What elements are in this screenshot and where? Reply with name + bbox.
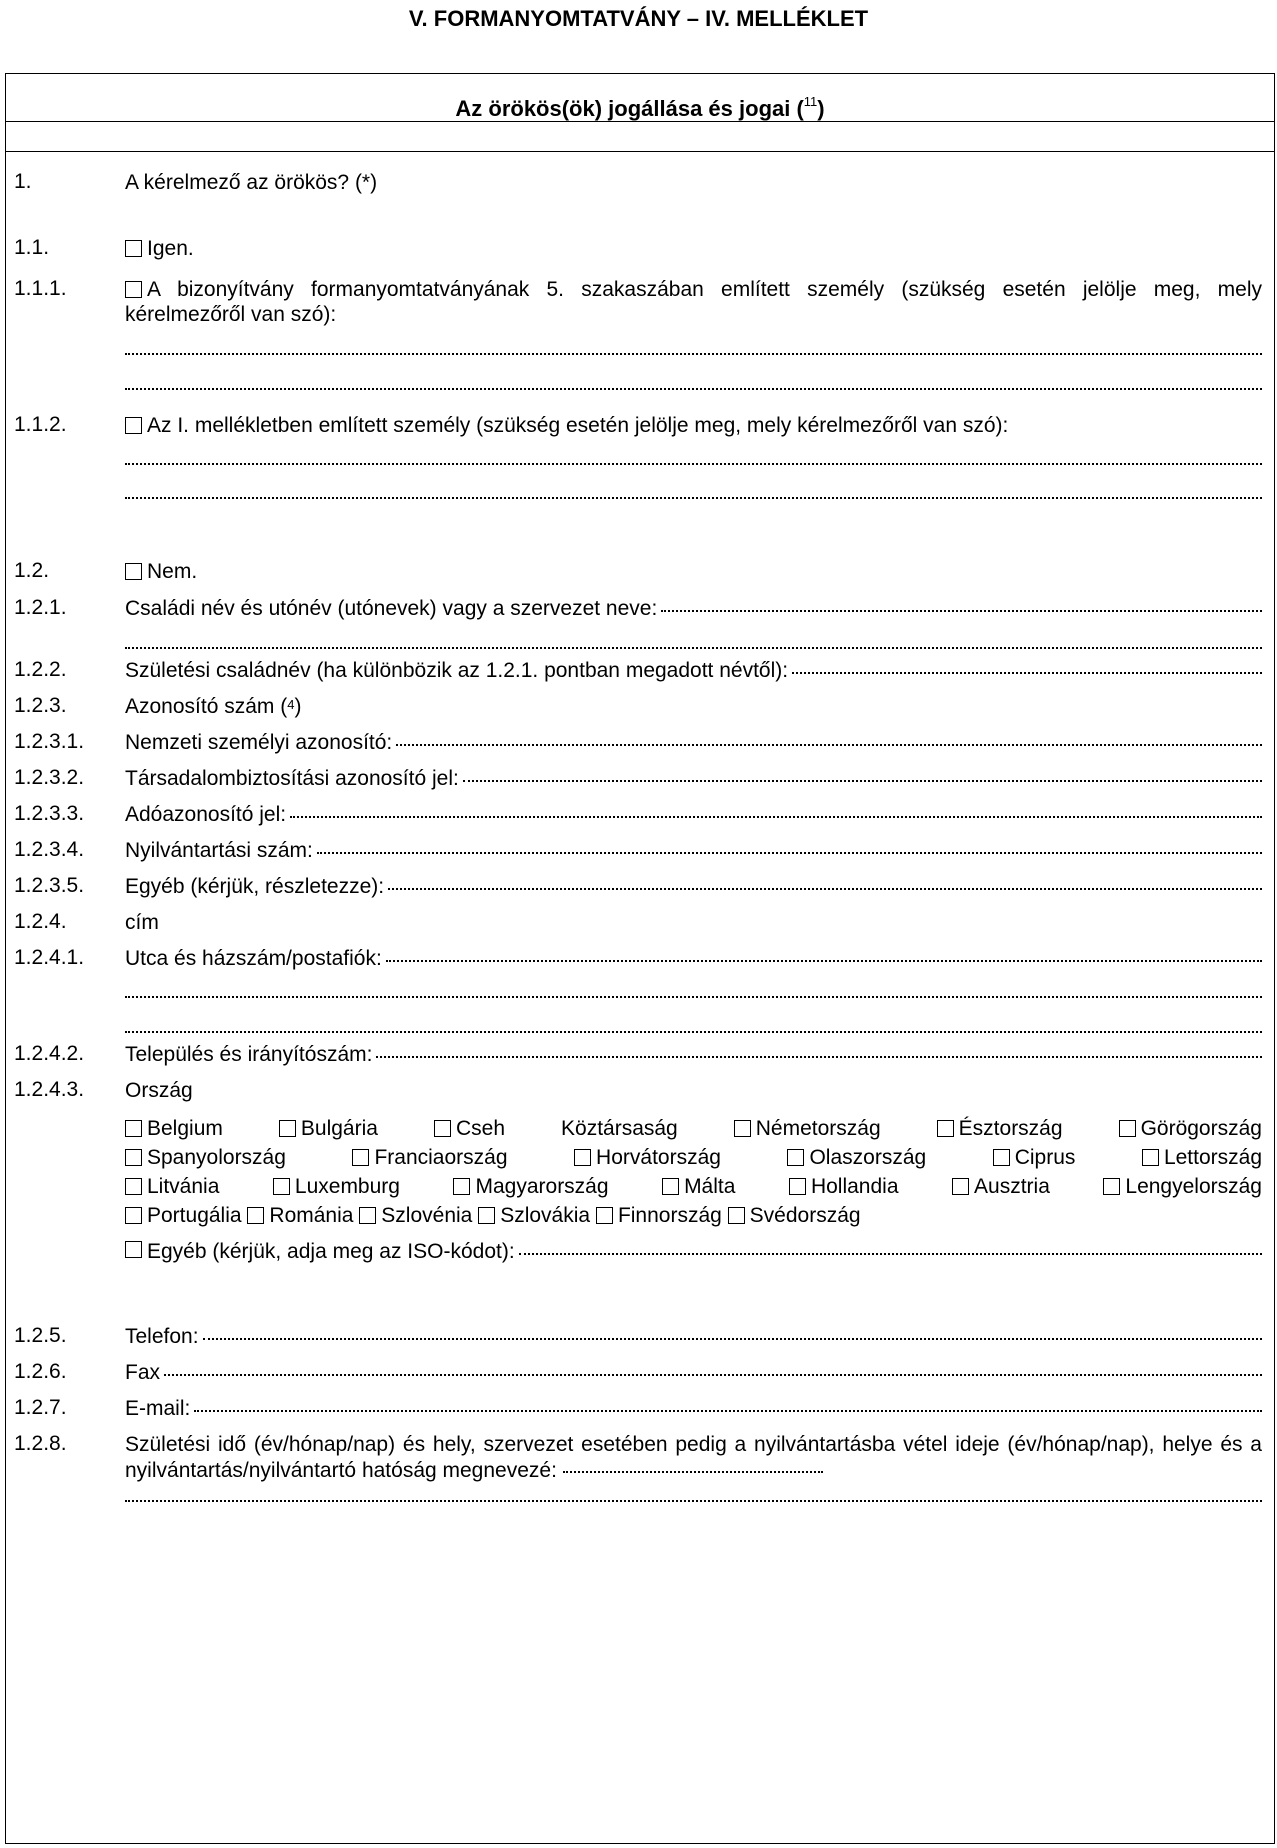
country-option[interactable] (453, 1175, 608, 1198)
country-row (125, 1143, 1262, 1172)
divider (6, 151, 1274, 152)
country-option[interactable] (574, 1146, 721, 1169)
country-option[interactable] (279, 1117, 378, 1140)
country-option[interactable] (125, 1204, 242, 1227)
entry-line[interactable] (792, 671, 1262, 674)
country-option[interactable] (125, 1146, 286, 1169)
no-checkbox[interactable] (125, 563, 142, 580)
country-option[interactable] (734, 1117, 881, 1140)
country-option[interactable] (434, 1117, 678, 1140)
country-option[interactable] (247, 1204, 353, 1227)
entry-line[interactable] (463, 779, 1262, 782)
country-checkbox[interactable] (125, 1149, 142, 1166)
country-checkbox[interactable] (993, 1149, 1010, 1166)
country-checkbox[interactable] (125, 1207, 142, 1224)
entry-line[interactable] (125, 353, 1262, 355)
country-label: Románia (269, 1204, 354, 1227)
country-checkbox[interactable] (352, 1149, 369, 1166)
country-label: Belgium (147, 1117, 223, 1140)
country-option[interactable] (789, 1175, 899, 1198)
entry-line[interactable] (396, 743, 1262, 746)
entry-line[interactable] (125, 388, 1262, 390)
entry-line[interactable] (519, 1252, 1262, 1255)
country-label: Horvátország (596, 1146, 721, 1169)
country-checkbox[interactable] (662, 1178, 679, 1195)
country-row (125, 1114, 1262, 1143)
country-label: Ciprus (1014, 1146, 1076, 1169)
country-label: Cseh Köztársaság (455, 1117, 678, 1140)
country-option[interactable] (359, 1204, 472, 1227)
country-checkbox[interactable] (125, 1120, 142, 1137)
country-label: Észtország (958, 1117, 1063, 1140)
other-country-checkbox[interactable] (125, 1241, 142, 1258)
country-label: Málta (684, 1175, 736, 1198)
country-checkbox[interactable] (247, 1207, 264, 1224)
country-checkbox[interactable] (789, 1178, 806, 1195)
country-label: Portugália (147, 1204, 242, 1227)
country-option[interactable] (478, 1204, 590, 1227)
annex1-person-checkbox[interactable] (125, 417, 142, 434)
country-option[interactable] (273, 1175, 400, 1198)
entry-line[interactable] (125, 497, 1262, 499)
entry-line[interactable] (164, 1373, 1262, 1376)
country-checkbox[interactable] (728, 1207, 745, 1224)
country-option[interactable] (728, 1204, 861, 1227)
country-label: Olaszország (809, 1146, 927, 1169)
section5-person-checkbox[interactable] (125, 281, 142, 298)
country-label: Spanyolország (147, 1146, 286, 1169)
footnote-ref: 4 (287, 697, 295, 712)
entry-line[interactable] (125, 647, 1262, 649)
country-label: Litvánia (147, 1175, 220, 1198)
entry-line[interactable] (386, 959, 1262, 962)
country-label: Luxemburg (294, 1175, 400, 1198)
country-label: Görögország (1140, 1117, 1262, 1140)
country-checkbox[interactable] (574, 1149, 591, 1166)
country-option[interactable] (1142, 1146, 1262, 1169)
country-option[interactable] (952, 1175, 1050, 1198)
country-option[interactable] (662, 1175, 735, 1198)
entry-line[interactable] (290, 815, 1262, 818)
country-option[interactable] (596, 1204, 722, 1227)
country-option[interactable] (125, 1117, 223, 1140)
country-label: Lengyelország (1125, 1175, 1262, 1198)
country-option[interactable] (1103, 1175, 1262, 1198)
form-frame: Az örökös(ök) jogállása és jogai ($^{11}$) 1. A kérelmező az örökös? (*) 1.1. Igen. 1.1.1. A bizonyítvány formanyomtatványának 5. szakaszában említett személy (szükség esetén jelölje meg, mely kérelmezőről van szó): 1.1.2. Az I. mellékletben említett személy (szükség esetén jelölje meg, mely kérelmezőről van szó): 1.2. Nem. 1.2.1. Családi név és utónév (utónevek) vagy a szervezet neve: 1.2.2. Születési családnév (ha különbözik az 1.2.1. pontban megadott névtől): 1.2.3. Azonosító szám ($^4$) 1.2.3.1. Nemzeti személyi azonosító: 1.2.3.2. Társadalombiztosítási azonosító jel: 1.2.3.3. Adóazonosító jel: 1.2.3.4. Nyilvántartási szám: 1.2.3.5. Egyéb (kérjük, részletezze): 1.2.4. cím 1.2.4.1. Utca és házszám/postafiók: 1.2.4.2. Település és irányítószám: 1.2.4.3. Ország Belgium Bulgária Cseh Köztársaság Németország Észtország Görögország Spanyolország Franciaország Horvátország Olaszország Ciprus Lettország Litvánia Luxemburg Magyarország Málta Hollandia Ausztria Lengyelország Portugália Románia Szlovénia Szlovákia Finnország Svédország Egyéb (kérjük, adja meg az ISO-kódot): 1.2.5. Telefon: 1.2.6. Fax 1.2.7. E-mail: 1.2.8. Születési idő (év/hónap/nap) és hely, szervezet esetében pedig a nyilvántartásba vétel ideje (év/hónap/nap), helye és a nyilvántartás/nyilvántartó hatóság megnevezé: (5, 73, 1275, 1844)
country-checkbox[interactable] (1103, 1178, 1120, 1195)
country-label: Szlovénia (381, 1204, 473, 1227)
page-title: V. FORMANYOMTATVÁNY – IV. MELLÉKLET (408, 6, 869, 31)
entry-line[interactable] (376, 1055, 1262, 1058)
country-checkbox[interactable] (125, 1178, 142, 1195)
entry-line[interactable] (203, 1337, 1262, 1340)
country-checkbox[interactable] (273, 1178, 290, 1195)
country-checkbox[interactable] (1142, 1149, 1159, 1166)
country-label: Finnország (617, 1204, 722, 1227)
country-label: Svédország (749, 1204, 861, 1227)
country-checkbox[interactable] (937, 1120, 954, 1137)
country-option[interactable] (787, 1146, 926, 1169)
country-label: Szlovákia (500, 1204, 591, 1227)
country-label: Franciaország (374, 1146, 508, 1169)
country-label: Hollandia (810, 1175, 899, 1198)
country-label: Lettország (1163, 1146, 1262, 1169)
entry-line[interactable] (661, 609, 1262, 612)
country-option[interactable] (1119, 1117, 1262, 1140)
country-label: Magyarország (475, 1175, 609, 1198)
entry-line[interactable] (125, 996, 1262, 998)
country-checkbox[interactable] (453, 1178, 470, 1195)
country-option[interactable] (125, 1175, 219, 1198)
entry-line[interactable] (317, 851, 1262, 854)
country-row (125, 1172, 1262, 1201)
country-checkbox[interactable] (1119, 1120, 1136, 1137)
country-checkbox[interactable] (734, 1120, 751, 1137)
country-option[interactable] (993, 1146, 1076, 1169)
yes-checkbox[interactable] (125, 240, 142, 257)
country-checkbox[interactable] (359, 1207, 376, 1224)
country-label: Németország (755, 1117, 881, 1140)
country-checkbox[interactable] (787, 1149, 804, 1166)
country-list (125, 1114, 1262, 1230)
country-label: Ausztria (974, 1175, 1050, 1198)
footnote-ref: 11 (803, 94, 818, 109)
entry-line[interactable] (125, 1031, 1262, 1033)
entry-line[interactable] (194, 1409, 1262, 1412)
country-option[interactable] (352, 1146, 507, 1169)
country-option[interactable] (937, 1117, 1063, 1140)
country-label: Bulgária (300, 1117, 378, 1140)
country-checkbox[interactable] (279, 1120, 296, 1137)
divider (6, 121, 1274, 122)
entry-line[interactable] (388, 887, 1262, 890)
country-checkbox[interactable] (952, 1178, 969, 1195)
entry-line[interactable] (125, 1500, 1262, 1502)
country-checkbox[interactable] (478, 1207, 495, 1224)
section-title: Az örökös(ök) jogállása és jogai ($^{11}$) (455, 94, 825, 121)
country-checkbox[interactable] (434, 1120, 451, 1137)
country-row (125, 1201, 1262, 1230)
entry-line[interactable] (563, 1470, 823, 1473)
entry-line[interactable] (125, 463, 1262, 465)
country-checkbox[interactable] (596, 1207, 613, 1224)
